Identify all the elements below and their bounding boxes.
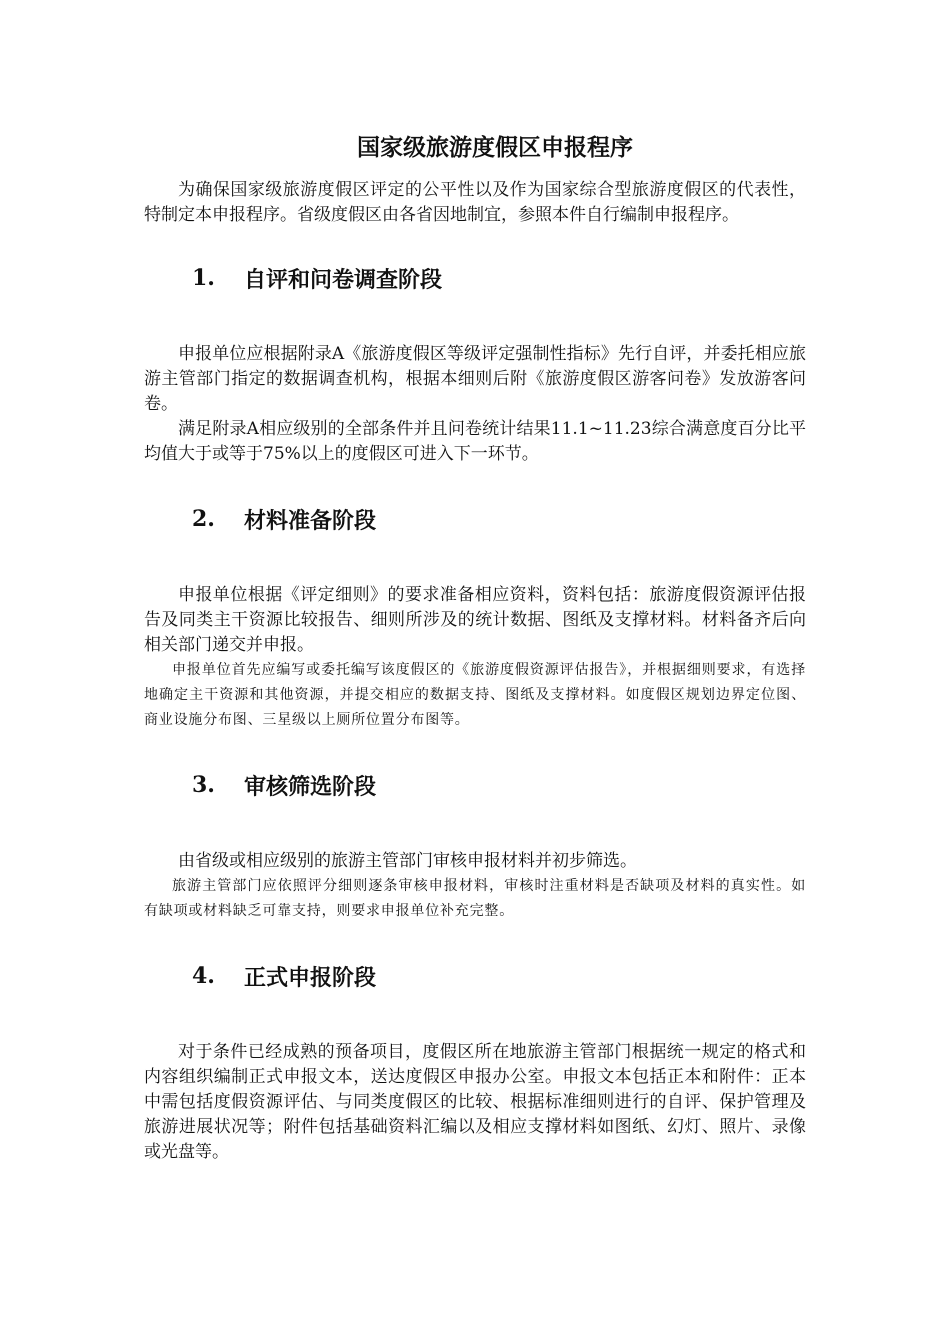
section-2-note: 申报单位首先应编写或委托编写该度假区的《旅游度假资源评估报告》，并根据细则要求，有选择地确定主干资源和其他资源，并提交相应的数据支持、图纸及支撑材料。如度假区规划边界定位图、商业设施分布图、三星级以上厕所位置分布图等。 bbox=[144, 662, 806, 728]
section-1-paragraph-2: 满足附录A相应级别的全部条件并且问卷统计结果11.1~11.23综合满意度百分比平均值大于或等于75%以上的度假区可进入下一环节。 bbox=[144, 419, 806, 464]
section-4-paragraph-1: 对于条件已经成熟的预备项目，度假区所在地旅游主管部门根据统一规定的格式和内容组织编制正式申报文本，送达度假区申报办公室。申报文本包括正本和附件：正本中需包括度假资源评估、与同类度假区的比较、根据标准细则进行的自评、保护管理及旅游进展状况等；附件包括基础资料汇编以及相应支撑材料如图纸、幻灯、照片、录像或光盘等。 bbox=[144, 1042, 806, 1162]
section-number: 2. bbox=[192, 506, 215, 532]
section-title: 正式申报阶段 bbox=[244, 964, 377, 991]
section-heading-3 bbox=[144, 765, 806, 805]
section-title: 审核筛选阶段 bbox=[244, 773, 377, 800]
document-page bbox=[144, 128, 806, 1165]
page-title: 国家级旅游度假区申报程序 bbox=[357, 134, 633, 161]
section-title: 材料准备阶段 bbox=[244, 507, 377, 534]
section-2-paragraph-1: 申报单位根据《评定细则》的要求准备相应资料，资料包括：旅游度假资源评估报告及同类主干资源比较报告、细则所涉及的统计数据、图纸及支撑材料。材料备齐后向相关部门递交并申报。 bbox=[144, 585, 806, 655]
section-heading-1 bbox=[144, 258, 806, 298]
section-1-paragraph-1: 申报单位应根据附录A《旅游度假区等级评定强制性指标》先行自评，并委托相应旅游主管部门指定的数据调查机构，根据本细则后附《旅游度假区游客问卷》发放游客问卷。 bbox=[144, 344, 806, 414]
intro-paragraph: 为确保国家级旅游度假区评定的公平性以及作为国家综合型旅游度假区的代表性，特制定本申报程序。省级度假区由各省因地制宜，参照本件自行编制申报程序。 bbox=[144, 180, 806, 225]
section-3-paragraph-1: 由省级或相应级别的旅游主管部门审核申报材料并初步筛选。 bbox=[178, 851, 637, 871]
section-heading-2 bbox=[144, 499, 806, 539]
section-number: 1. bbox=[192, 265, 215, 291]
section-number: 4. bbox=[192, 963, 215, 989]
section-number: 3. bbox=[192, 772, 215, 798]
section-heading-4 bbox=[144, 956, 806, 996]
section-title: 自评和问卷调查阶段 bbox=[244, 266, 443, 293]
section-3-note: 旅游主管部门应依照评分细则逐条审核申报材料，审核时注重材料是否缺项及材料的真实性。如有缺项或材料缺乏可靠支持，则要求申报单位补充完整。 bbox=[144, 878, 806, 919]
